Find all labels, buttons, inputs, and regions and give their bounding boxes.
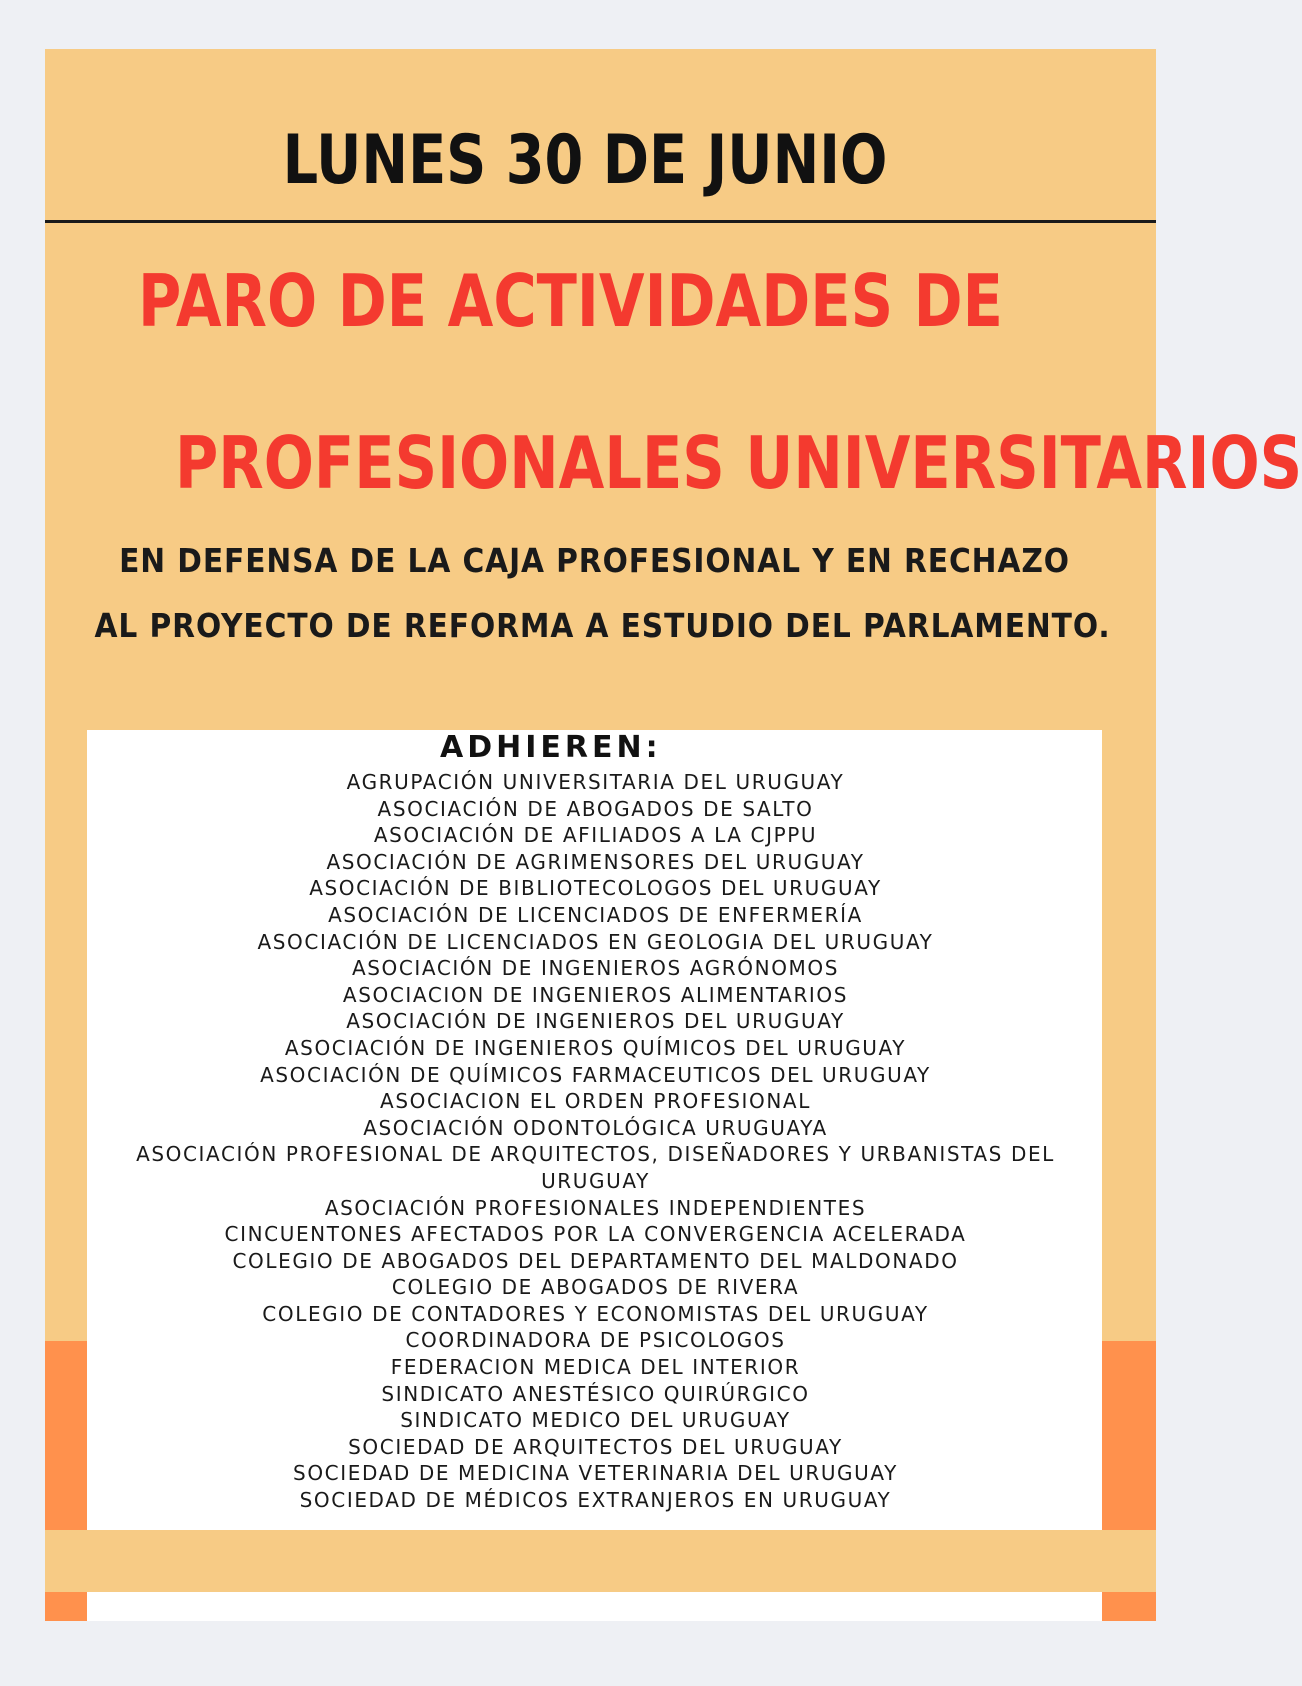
organization-item: ASOCIACIÓN DE INGENIEROS AGRÓNOMOS <box>351 956 840 981</box>
organization-item: ASOCIACIÓN DE AGRIMENSORES DEL URUGUAY <box>326 849 865 874</box>
organization-item: ASOCIACIÓN DE INGENIEROS DEL URUGUAY <box>346 1009 845 1034</box>
divider <box>45 220 1156 223</box>
organization-item: ASOCIACIÓN DE AFILIADOS A LA CJPPU <box>373 823 818 848</box>
headline-line-2: PROFESIONALES UNIVERSITARIOS <box>174 421 1302 505</box>
organization-list <box>103 769 1088 1514</box>
event-date: LUNES 30 DE JUNIO <box>282 121 888 200</box>
organization-item: COLEGIO DE CONTADORES Y ECONOMISTAS DEL URUGUAY <box>262 1301 929 1326</box>
organization-item: SINDICATO ANESTÉSICO QUIRÚRGICO <box>381 1381 810 1406</box>
organization-item: ASOCIACIÓN DE BIBLIOTECOLOGOS DEL URUGUAY <box>309 876 882 901</box>
organization-item: COLEGIO DE ABOGADOS DEL DEPARTAMENTO DEL MALDONADO <box>232 1248 959 1273</box>
organization-item: SOCIEDAD DE ARQUITECTOS DEL URUGUAY <box>348 1434 843 1459</box>
organization-item: ASOCIACION DE INGENIEROS ALIMENTARIOS <box>342 982 849 1007</box>
organization-item: ASOCIACIÓN DE ABOGADOS DE SALTO <box>377 796 814 821</box>
organization-item: CINCUENTONES AFECTADOS POR LA CONVERGENCIA ACELERADA <box>224 1222 967 1247</box>
organization-item: SOCIEDAD DE MÉDICOS EXTRANJEROS EN URUGUAY <box>299 1488 892 1513</box>
organization-item: SOCIEDAD DE MEDICINA VETERINARIA DEL URUGUAY <box>293 1461 898 1486</box>
organization-item: ASOCIACIÓN DE LICENCIADOS EN GEOLOGIA DEL URUGUAY <box>257 929 934 954</box>
organization-item: FEDERACION MEDICA DEL INTERIOR <box>390 1355 801 1380</box>
organization-item: ASOCIACIÓN ODONTOLÓGICA URUGUAYA <box>363 1115 828 1140</box>
organization-item: ASOCIACIÓN PROFESIONAL DE ARQUITECTOS, DISEÑADORES Y URBANISTAS DEL URUGUAY <box>136 1142 1055 1193</box>
bottom-band <box>45 1530 1156 1592</box>
headline-line-1: PARO DE ACTIVIDADES DE <box>137 259 1004 343</box>
organization-item: ASOCIACIÓN DE QUÍMICOS FARMACEUTICOS DEL URUGUAY <box>260 1062 931 1087</box>
organization-item: ASOCIACIÓN PROFESIONALES INDEPENDIENTES <box>324 1195 867 1220</box>
adherents-title: ADHIEREN: <box>440 730 662 765</box>
organization-item: AGRUPACIÓN UNIVERSITARIA DEL URUGUAY <box>346 770 845 794</box>
organization-item: COLEGIO DE ABOGADOS DE RIVERA <box>391 1275 800 1300</box>
organization-item: ASOCIACIÓN DE LICENCIADOS DE ENFERMERÍA <box>328 902 863 927</box>
organization-item: ASOCIACION EL ORDEN PROFESIONAL <box>380 1089 811 1114</box>
subheading-line-1: EN DEFENSA DE LA CAJA PROFESIONAL Y EN RECHAZO <box>119 541 1070 580</box>
subheading-line-2: AL PROYECTO DE REFORMA A ESTUDIO DEL PARLAMENTO. <box>94 606 1111 645</box>
organization-item: ASOCIACIÓN DE INGENIEROS QUÍMICOS DEL URUGUAY <box>284 1035 907 1060</box>
poster <box>45 49 1302 1621</box>
organization-item: COORDINADORA DE PSICOLOGOS <box>405 1328 786 1353</box>
organization-item: SINDICATO MEDICO DEL URUGUAY <box>400 1408 791 1433</box>
